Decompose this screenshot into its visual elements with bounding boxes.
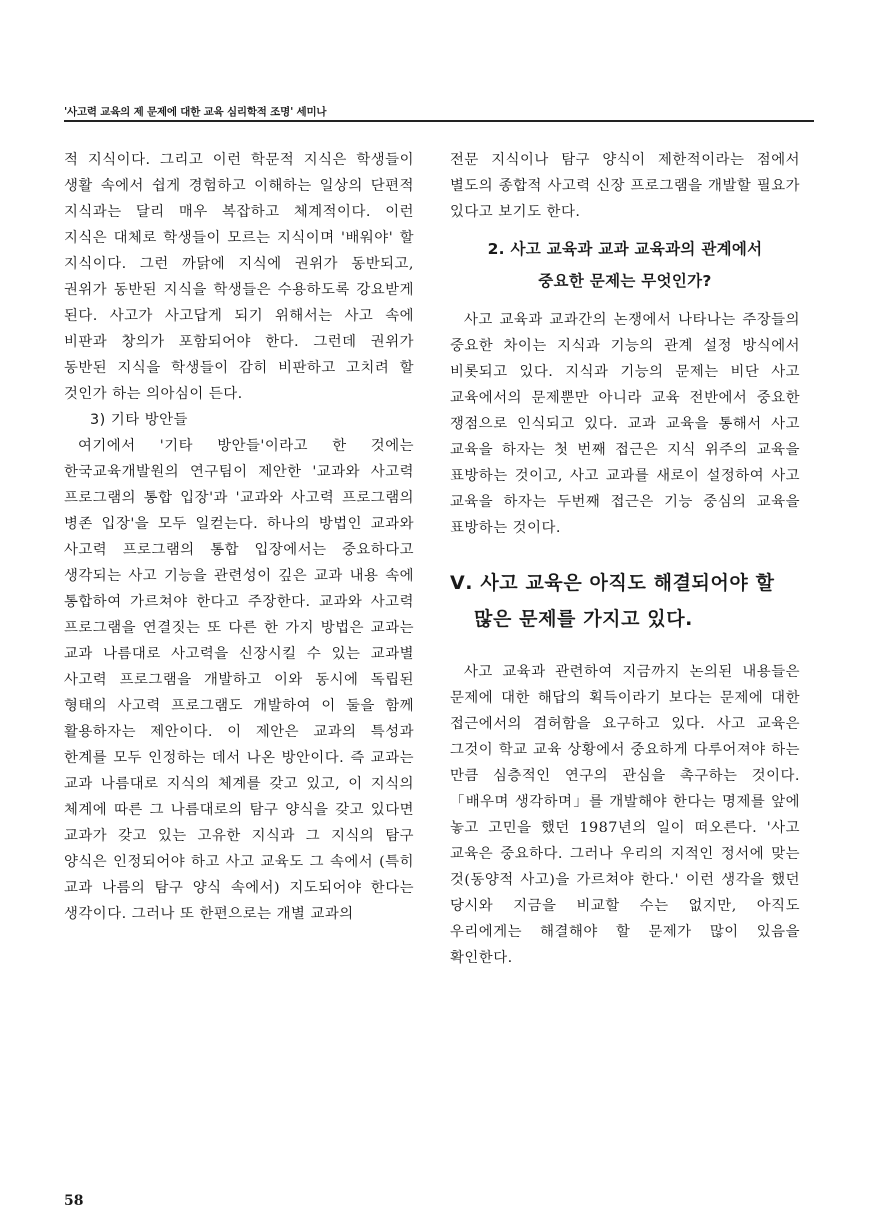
- chapter-heading: [450, 565, 800, 637]
- left-paragraph-1: 적 지식이다. 그리고 이런 학문적 지식은 학생들이 생활 속에서 쉽게 경험하고 이해하는 일상의 단편적 지식과는 달리 매우 복잡하고 체계적이다. 이런 지식은 대체로 학생들이 모르는 지식이며 '배워야' 할 지식이다. 그런 까닭에 지식에 권위가 동반되고, 권위가 동반된 지식을 학생들은 수용하도록 강요받게 된다. 사고가 사고답게 되기 위해서는 사고 속에 비판과 창의가 포함되어야 한다. 그런데 권위가 동반된 지식을 학생들이 감히 비판하고 고치려 할 것인가 하는 의아심이 든다.: [64, 152, 414, 402]
- subsection-heading: 3) 기타 방안들: [90, 412, 188, 428]
- right-paragraph-3: 사고 교육과 관련하여 지금까지 논의된 내용들은 문제에 대한 해답의 획득이라기 보다는 문제에 대한 접근에서의 겸허함을 요구하고 있다. 사고 교육은 그것이 학교 교육 상황에서 중요하게 다루어져야 하는 만큼 심층적인 연구의 관심을 촉구하는 것이다. 「배우며 생각하며」를 개발해야 한다는 명제를 앞에 놓고 고민을 했던 1987년의 일이 떠오른다. '사고 교육은 중요하다. 그러나 우리의 지적인 정서에 맞는 것(동양적 사고)을 가르쳐야 한다.' 이런 생각을 했던 당시와 지금을 비교할 수는 없지만, 아직도 우리에게는 해결해야 할 문제가 많이 있음을 확인한다.: [450, 664, 800, 966]
- left-column: [64, 147, 414, 927]
- left-paragraph-2: 여기에서 '기타 방안들'이라고 한 것에는 한국교육개발원의 연구팀이 제안한 '교과와 사고력 프로그램의 통합 입장'과 '교과와 사고력 프로그램의 병존 입장'을 모두 일컫는다. 하나의 방법인 교과와 사고력 프로그램의 통합 입장에서는 중요하다고 생각되는 사고 기능을 관련성이 깊은 교과 내용 속에 통합하여 가르쳐야 한다고 주장한다. 교과와 사고력 프로그램을 연결짓는 또 다른 한 가지 방법은 교과는 교과 나름대로 사고력을 신장시킬 수 있는 교과별 사고력 프로그램을 개발하고 이와 동시에 독립된 형태의 사고력 프로그램도 개발하여 이 둘을 함께 활용하자는 제안이다. 이 제안은 교과의 특성과 한계를 모두 인정하는 데서 나온 방안이다. 즉 교과는 교과 나름대로 지식의 체계를 갖고 있고, 이 지식의 체계에 따른 그 나름대로의 탐구 양식을 갖고 있다면 교과가 갖고 있는 고유한 지식과 그 지식의 탐구 양식은 인정되어야 하고 사고 교육도 그 속에서 (특히 교과 나름의 탐구 양식 속에서) 지도되어야 한다는 생각이다. 그러나 또 한편으로는 개별 교과의: [64, 438, 414, 922]
- section-heading-line-1: 2. 사고 교육과 교과 교육과의 관계에서: [487, 240, 763, 258]
- right-paragraph-2: 사고 교육과 교과간의 논쟁에서 나타나는 주장들의 중요한 차이는 지식과 기능의 관계 설정 방식에서 비롯되고 있다. 지식과 기능의 문제는 비단 사고 교육에서의 문제뿐만 아니라 교육 전반에서 중요한 쟁점으로 인식되고 있다. 교과 교육을 통해서 사고 교육을 하자는 첫 번째 접근은 지식 위주의 교육을 표방하는 것이고, 사고 교과를 새로이 설정하여 사고 교육을 하자는 두번째 접근은 기능 중심의 교육을 표방하는 것이다.: [450, 312, 800, 536]
- right-column: [450, 147, 800, 971]
- section-heading: [450, 233, 800, 297]
- chapter-heading-line-2: 많은 문제를 가지고 있다.: [474, 608, 694, 630]
- running-header: '사고력 교육의 제 문제에 대한 교육 심리학적 조명' 세미나: [64, 106, 327, 118]
- chapter-heading-line-1: Ⅴ. 사고 교육은 아직도 해결되어야 할: [450, 572, 775, 594]
- right-paragraph-1: 전문 지식이나 탐구 양식이 제한적이라는 점에서 별도의 종합적 사고력 신장 프로그램을 개발할 필요가 있다고 보기도 한다.: [450, 152, 800, 220]
- header-divider: [64, 120, 814, 122]
- section-heading-line-2: 중요한 문제는 무엇인가?: [538, 272, 712, 290]
- page-number: 58: [64, 1193, 84, 1209]
